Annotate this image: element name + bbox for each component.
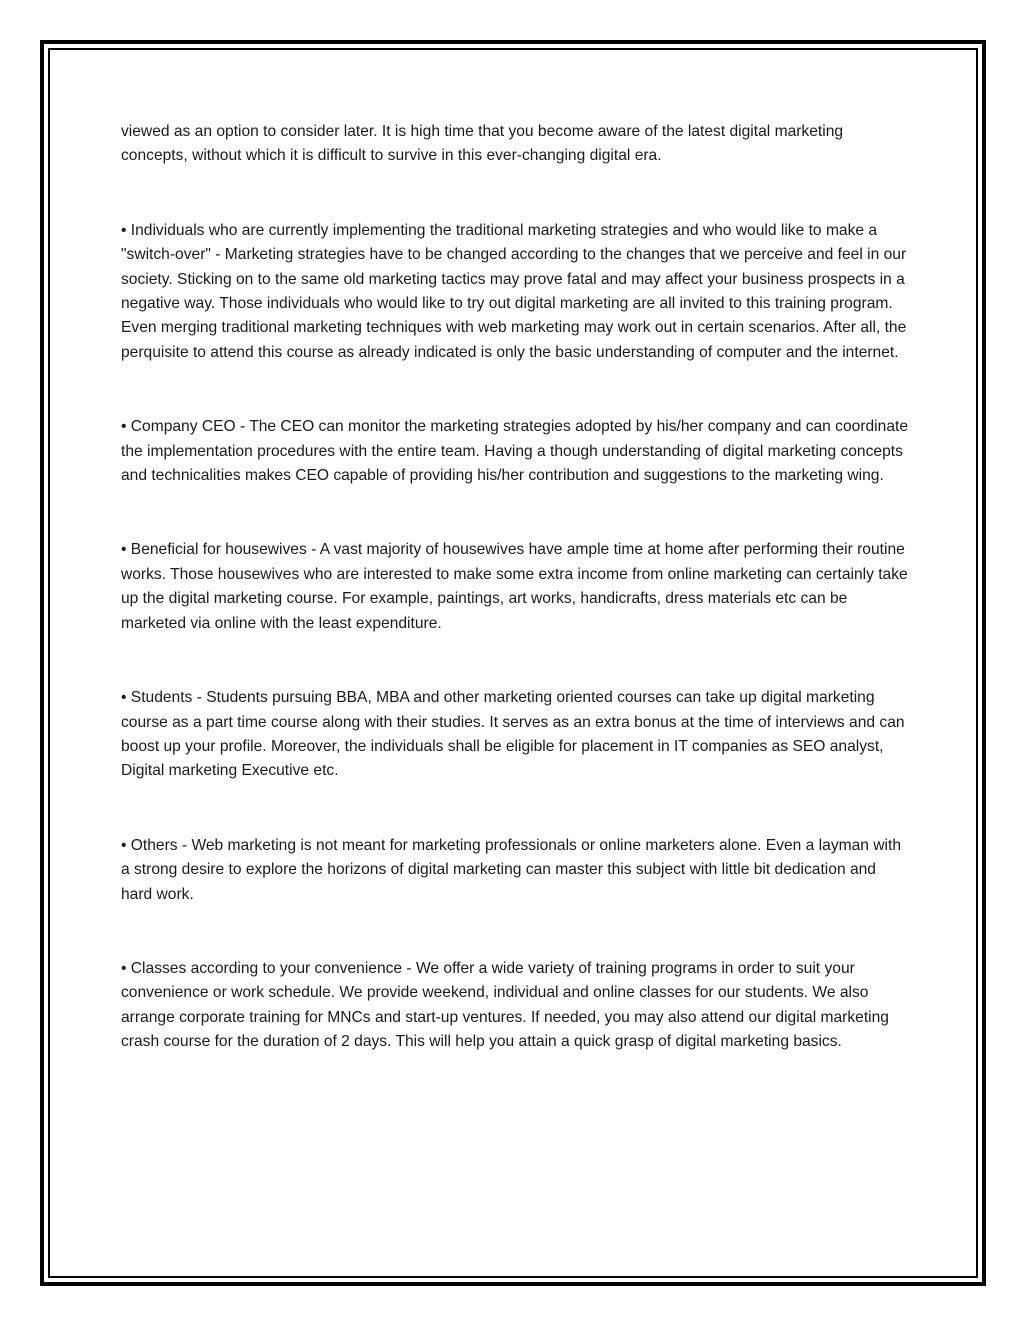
intro-paragraph: viewed as an option to consider later. It is high time that you become aware of the latest digital marketing concepts, without which it is difficult to survive in this ever-changing digital era. xyxy=(121,123,844,165)
bullet-individuals: • Individuals who are currently implementing the traditional marketing strategies and who would like to make a "switch-over" - Marketing strategies have to be changed according to the changes that we perceive and feel in our society. Sticking on to the same old marketing tactics may prove fatal and may affect your business prospects in a negative way. Those individuals who would like to try out digital marketing are all invited to this training program. Even merging traditional marketing techniques with web marketing may work out in certain scenarios. After all, the perquisite to attend this course as already indicated is only the basic understanding of computer and the internet. xyxy=(121,221,907,361)
bullet-others: • Others - Web marketing is not meant for marketing professionals or online marketers alone. Even a layman with a strong desire to explore the horizons of digital marketing can master this subject with little bit dedication and hard work. xyxy=(121,836,902,903)
bullet-classes: • Classes according to your convenience - We offer a wide variety of training programs in order to suit your convenience or work schedule. We provide weekend, individual and online classes for our students. We also arrange corporate training for MNCs and start-up ventures. If needed, you may also attend our digital marketing crash course for the duration of 2 days. This will help you attain a quick grasp of digital marketing basics. xyxy=(121,959,889,1051)
bullet-housewives: • Beneficial for housewives - A vast majority of housewives have ample time at home after performing their routine works. Those housewives who are interested to make some extra income from online marketing can certainly take up the digital marketing course. For example, paintings, art works, handicrafts, dress materials etc can be marketed via online with the least expenditure. xyxy=(121,541,908,632)
bullet-company-ceo: • Company CEO - The CEO can monitor the marketing strategies adopted by his/her company and can coordinate the implementation procedures with the entire team. Having a though understanding of digital marketing concepts and technicalities makes CEO capable of providing his/her contribution and suggestions to the marketing wing. xyxy=(121,418,908,485)
document-body xyxy=(121,120,911,1055)
bullet-students: • Students - Students pursuing BBA, MBA and other marketing oriented courses can take up digital marketing course as a part time course along with their studies. It serves as an extra bonus at the time of interviews and can boost up your profile. Moreover, the individuals shall be eligible for placement in IT companies as SEO analyst, Digital marketing Executive etc. xyxy=(121,689,905,780)
